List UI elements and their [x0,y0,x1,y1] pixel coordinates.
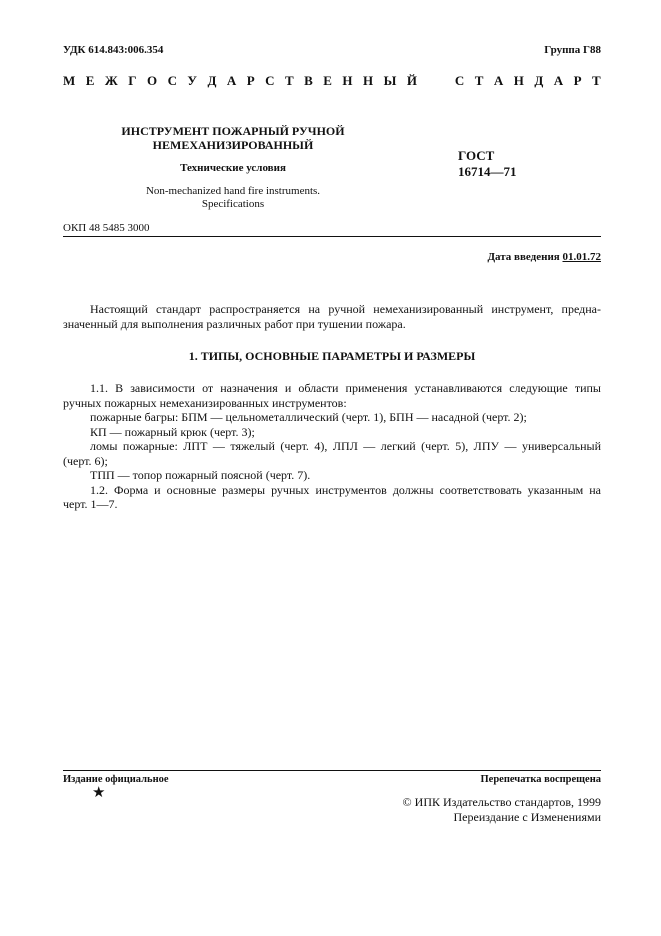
header-divider [63,236,601,237]
clause-1-1-line2: ручных пожарных немеханизированных инструментов: [63,395,347,410]
banner-letter: Н [513,73,524,88]
introduction-date-label: Дата введения [487,251,560,263]
banner-letter: Д [207,73,217,88]
banner-letter: Й [406,73,417,88]
list-item-crowbars-line2: (черт. 6); [63,453,108,468]
section-1-body [63,381,601,512]
interstate-standard-banner [63,73,601,89]
footer-divider [63,770,601,771]
english-title-line2: Specifications [201,198,265,210]
list-item-crowbars-line1: ломы пожарные: ЛПТ — тяжелый (черт. 4), ЛПЛ — легкий (черт. 5), ЛПУ — универсальный [90,439,601,453]
banner-letter: С [167,73,177,88]
intro-paragraph [63,302,601,331]
banner-letter: Д [534,73,544,88]
document-subtitle: Технические условия [180,162,286,174]
english-title-line1: Non-mechanized hand fire instruments. [145,185,321,197]
banner-word-gap [441,73,444,89]
banner-letter: У [187,73,197,88]
star-icon: ★ [92,785,106,801]
banner-letter: Н [342,73,353,88]
title-block [63,124,403,211]
clause-1-1-line1: 1.1. В зависимости от назначения и области применения устанавливаются следующие типы [90,381,601,395]
section-1-heading: 1. ТИПЫ, ОСНОВНЫЕ ПАРАМЕТРЫ И РАЗМЕРЫ [188,349,476,363]
copyright-line: © ИПК Издательство стандартов, 1999 [402,795,601,809]
introduction-date-value: 01.01.72 [562,251,601,263]
banner-letter: Ы [383,73,397,88]
clause-1-2-line1: 1.2. Форма и основные размеры ручных инструментов должны соответствовать указанным на [90,482,601,497]
official-edition-label: Издание официальное [63,774,169,785]
banner-letter: Ж [104,73,118,88]
okp-code: ОКП 48 5485 3000 [63,222,150,234]
list-item-axe: ТПП — топор пожарный поясной (черт. 7). [90,468,311,482]
banner-letter: Т [285,73,294,88]
banner-letter: Г [128,73,137,88]
banner-letter: О [146,73,158,88]
reprint-prohibited-label: Перепечатка воспрещена [480,774,601,785]
banner-letter: Е [85,73,95,88]
list-item-hooks: пожарные багры: БПМ — цельнометаллический (черт. 1), БПН — насадной (черт. 2); [90,410,527,424]
udk-code: УДК 614.843:006.354 [63,44,164,56]
reissue-line: Переиздание с Изменениями [453,809,601,824]
clause-1-2-line2: черт. 1—7. [63,497,118,511]
intro-line1: Настоящий стандарт распространяется на ручной немеханизированный инструмент, предна- [90,302,601,316]
gost-number: 16714—71 [458,164,517,179]
banner-letter: Т [592,73,601,88]
banner-letter: А [226,73,237,88]
banner-letter: Т [474,73,484,88]
banner-letter: А [553,73,564,88]
banner-letter: М [63,73,76,88]
gost-designation [458,148,517,180]
banner-letter: Н [363,73,374,88]
banner-letter: Р [573,73,582,88]
banner-letter: Р [246,73,255,88]
copyright-block [403,795,601,824]
group-code: Группа Г88 [544,44,601,56]
banner-letter: А [493,73,504,88]
list-item-hook: КП — пожарный крюк (черт. 3); [90,424,255,439]
banner-letter: С [454,73,465,88]
gost-label: ГОСТ [458,148,495,163]
intro-line2: значенный для выполнения различных работ при тушении пожара. [63,316,406,331]
document-title-line1: ИНСТРУМЕНТ ПОЖАРНЫЙ РУЧНОЙ [121,124,345,138]
introduction-date [487,251,601,263]
english-title [63,185,403,211]
banner-letter: Е [323,73,332,88]
banner-letter: С [265,73,275,88]
document-title-line2: НЕМЕХАНИЗИРОВАННЫЙ [152,138,314,152]
banner-word-gap [427,73,430,89]
banner-letter: В [304,73,313,88]
